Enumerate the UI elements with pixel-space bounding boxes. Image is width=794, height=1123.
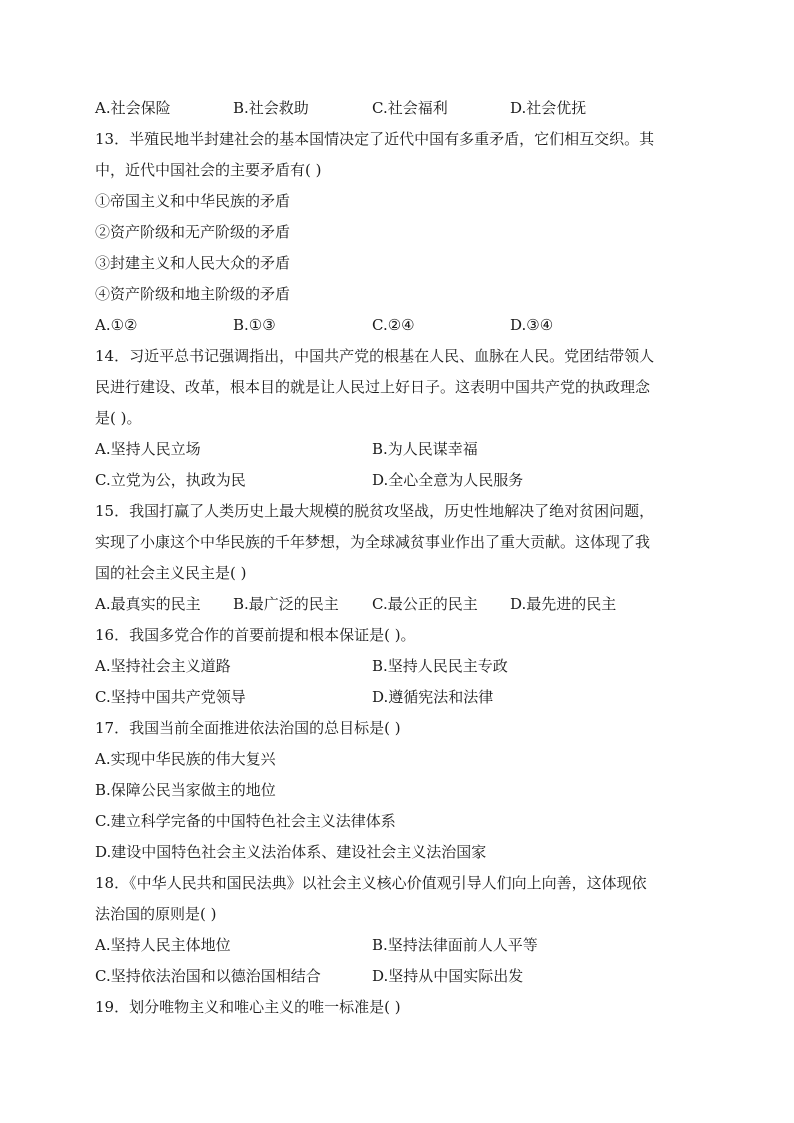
option-b[interactable]: B.社会救助 (233, 99, 309, 117)
option-c[interactable]: C.社会福利 (372, 99, 448, 117)
q14-options-row (95, 434, 695, 465)
q18-options-row (95, 930, 695, 961)
q13-item: ①帝国主义和中华民族的矛盾 (95, 192, 291, 210)
q14-stem-line: 14．习近平总书记强调指出，中国共产党的根基在人民、血脉在人民。党团结带领人 (95, 347, 655, 365)
option-d[interactable]: D.社会优抚 (510, 99, 587, 117)
q15-options-row (95, 589, 695, 620)
option-a[interactable]: A.最真实的民主 (95, 595, 201, 613)
q17-stem-line: 17．我国当前全面推进依法治国的总目标是( ) (95, 719, 401, 737)
q18-stem-line: 18．《中华人民共和国民法典》以社会主义核心价值观引导人们向上向善，这体现依 (95, 874, 647, 892)
q13-options-row (95, 310, 695, 341)
q15-stem-line: 国的社会主义民主是( ) (95, 564, 247, 582)
option-b[interactable]: B.坚持人民民主专政 (372, 657, 508, 675)
option-d[interactable]: D.坚持从中国实际出发 (372, 967, 524, 985)
option-d[interactable]: D.全心全意为人民服务 (372, 471, 524, 489)
q14-stem-line: 民进行建设、改革，根本目的就是让人民过上好日子。这表明中国共产党的执政理念 (95, 378, 651, 396)
option-c[interactable]: C.坚持依法治国和以德治国相结合 (95, 967, 321, 985)
q16-options-row (95, 682, 695, 713)
option-a[interactable]: A.社会保险 (95, 99, 171, 117)
q19-stem-line: 19．划分唯物主义和唯心主义的唯一标准是( ) (95, 998, 401, 1016)
option-d[interactable]: D.最先进的民主 (510, 595, 617, 613)
q13-item: ③封建主义和人民大众的矛盾 (95, 254, 291, 272)
option-a[interactable]: A.①② (95, 316, 138, 334)
option-a[interactable]: A.坚持社会主义道路 (95, 657, 231, 675)
option-c[interactable]: C.建立科学完备的中国特色社会主义法律体系 (95, 812, 396, 830)
q14-options-row (95, 465, 695, 496)
q18-stem-line: 法治国的原则是( ) (95, 905, 217, 923)
option-b[interactable]: B.坚持法律面前人人平等 (372, 936, 538, 954)
q15-stem-line: 实现了小康这个中华民族的千年梦想，为全球减贫事业作出了重大贡献。这体现了我 (95, 533, 651, 551)
q13-item: ②资产阶级和无产阶级的矛盾 (95, 223, 291, 241)
q13-item: ④资产阶级和地主阶级的矛盾 (95, 285, 291, 303)
option-b[interactable]: B.保障公民当家做主的地位 (95, 781, 276, 799)
q13-stem-line: 中，近代中国社会的主要矛盾有( ) (95, 161, 322, 179)
option-c[interactable]: C.坚持中国共产党领导 (95, 688, 246, 706)
q16-stem-line: 16．我国多党合作的首要前提和根本保证是( )。 (95, 626, 416, 644)
option-d[interactable]: D.遵循宪法和法律 (372, 688, 494, 706)
option-c[interactable]: C.最公正的民主 (372, 595, 478, 613)
option-b[interactable]: B.①③ (233, 316, 276, 334)
q18-options-row (95, 961, 695, 992)
q12-options-row (95, 93, 695, 124)
option-a[interactable]: A.实现中华民族的伟大复兴 (95, 750, 276, 768)
q13-stem-line: 13．半殖民地半封建社会的基本国情决定了近代中国有多重矛盾，它们相互交织。其 (95, 130, 655, 148)
option-d[interactable]: D.建设中国特色社会主义法治体系、建设社会主义法治国家 (95, 843, 487, 861)
option-c[interactable]: C.②④ (372, 316, 415, 334)
option-a[interactable]: A.坚持人民主体地位 (95, 936, 231, 954)
option-b[interactable]: B.为人民谋幸福 (372, 440, 478, 458)
option-a[interactable]: A.坚持人民立场 (95, 440, 201, 458)
option-c[interactable]: C.立党为公，执政为民 (95, 471, 246, 489)
option-d[interactable]: D.③④ (510, 316, 554, 334)
exam-page (95, 93, 695, 1023)
q16-options-row (95, 651, 695, 682)
q14-stem-line: 是( )。 (95, 409, 142, 427)
q15-stem-line: 15．我国打赢了人类历史上最大规模的脱贫攻坚战，历史性地解决了绝对贫困问题， (95, 502, 655, 520)
option-b[interactable]: B.最广泛的民主 (233, 595, 339, 613)
